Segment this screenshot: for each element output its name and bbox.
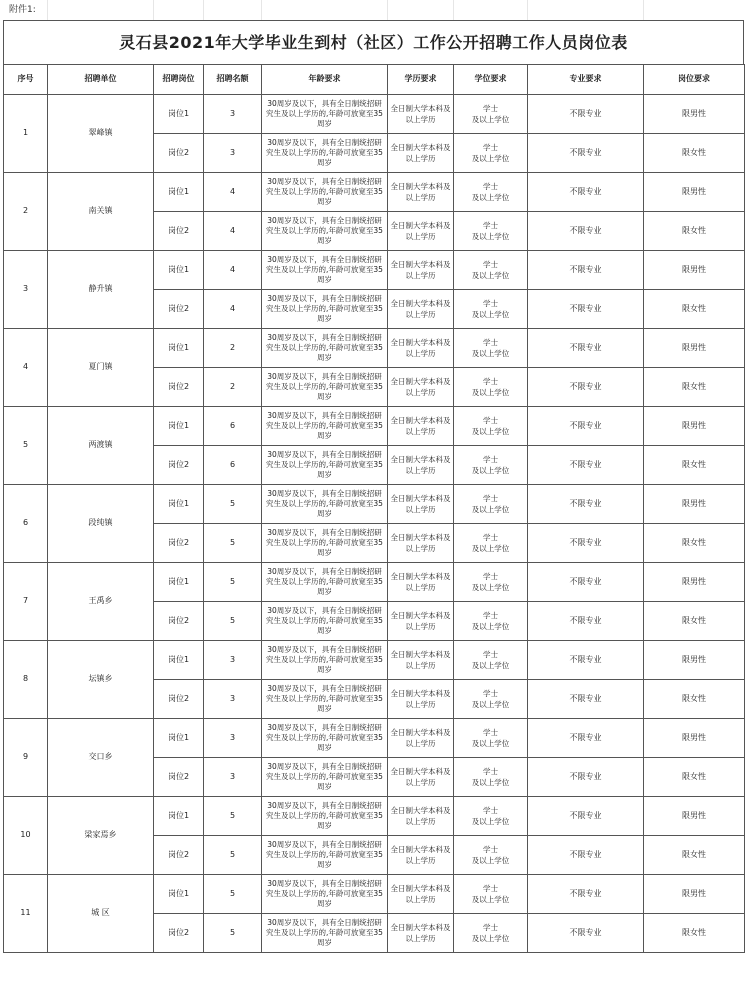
recruiting-unit: 王禹乡 xyxy=(48,563,154,641)
age-requirement: 30周岁及以下，具有全日制统招研究生及以上学历的,年龄可放宽至35周岁 xyxy=(262,407,388,446)
education-requirement: 全日制大学本科及以上学历 xyxy=(388,290,454,329)
post-name: 岗位2 xyxy=(154,914,204,953)
recruiting-unit: 夏门镇 xyxy=(48,329,154,407)
degree-line-1: 学士 xyxy=(483,689,498,698)
major-requirement: 不限专业 xyxy=(528,641,644,680)
post-count: 3 xyxy=(204,719,262,758)
major-requirement: 不限专业 xyxy=(528,368,644,407)
education-requirement: 全日制大学本科及以上学历 xyxy=(388,368,454,407)
recruiting-unit: 南关镇 xyxy=(48,173,154,251)
post-name: 岗位2 xyxy=(154,134,204,173)
education-requirement: 全日制大学本科及以上学历 xyxy=(388,797,454,836)
major-requirement: 不限专业 xyxy=(528,719,644,758)
degree-line-2: 及以上学位 xyxy=(471,622,510,631)
degree-requirement xyxy=(454,173,528,212)
position-requirement: 限男性 xyxy=(644,95,745,134)
age-requirement: 30周岁及以下，具有全日制统招研究生及以上学历的,年龄可放宽至35周岁 xyxy=(262,368,388,407)
degree-line-2: 及以上学位 xyxy=(471,661,510,670)
age-requirement: 30周岁及以下，具有全日制统招研究生及以上学历的,年龄可放宽至35周岁 xyxy=(262,563,388,602)
grid-line xyxy=(47,0,48,20)
post-count: 6 xyxy=(204,446,262,485)
positions-table xyxy=(3,64,745,953)
recruiting-unit: 城 区 xyxy=(48,875,154,953)
attachment-label: 附件1: xyxy=(9,5,36,15)
degree-requirement xyxy=(454,797,528,836)
post-name: 岗位1 xyxy=(154,641,204,680)
major-requirement: 不限专业 xyxy=(528,290,644,329)
post-name: 岗位2 xyxy=(154,680,204,719)
post-count: 5 xyxy=(204,524,262,563)
age-requirement: 30周岁及以下，具有全日制统招研究生及以上学历的,年龄可放宽至35周岁 xyxy=(262,524,388,563)
position-requirement: 限女性 xyxy=(644,212,745,251)
recruiting-unit: 梁家焉乡 xyxy=(48,797,154,875)
post-count: 2 xyxy=(204,329,262,368)
header-unit: 招聘单位 xyxy=(48,65,154,95)
major-requirement: 不限专业 xyxy=(528,758,644,797)
age-requirement: 30周岁及以下，具有全日制统招研究生及以上学历的,年龄可放宽至35周岁 xyxy=(262,95,388,134)
header-no: 序号 xyxy=(4,65,48,95)
education-requirement: 全日制大学本科及以上学历 xyxy=(388,329,454,368)
header-post: 招聘岗位 xyxy=(154,65,204,95)
degree-requirement xyxy=(454,368,528,407)
post-count: 3 xyxy=(204,134,262,173)
education-requirement: 全日制大学本科及以上学历 xyxy=(388,212,454,251)
recruiting-unit: 两渡镇 xyxy=(48,407,154,485)
major-requirement: 不限专业 xyxy=(528,95,644,134)
post-name: 岗位1 xyxy=(154,95,204,134)
post-name: 岗位1 xyxy=(154,173,204,212)
degree-line-2: 及以上学位 xyxy=(471,271,510,280)
position-requirement: 限男性 xyxy=(644,485,745,524)
table-row xyxy=(4,407,745,446)
grid-line xyxy=(261,0,262,20)
age-requirement: 30周岁及以下，具有全日制统招研究生及以上学历的,年龄可放宽至35周岁 xyxy=(262,797,388,836)
degree-line-2: 及以上学位 xyxy=(471,115,510,124)
age-requirement: 30周岁及以下，具有全日制统招研究生及以上学历的,年龄可放宽至35周岁 xyxy=(262,290,388,329)
degree-line-1: 学士 xyxy=(483,455,498,464)
major-requirement: 不限专业 xyxy=(528,836,644,875)
degree-line-1: 学士 xyxy=(483,806,498,815)
position-requirement: 限男性 xyxy=(644,641,745,680)
post-count: 5 xyxy=(204,914,262,953)
degree-line-1: 学士 xyxy=(483,182,498,191)
position-requirement: 限女性 xyxy=(644,368,745,407)
age-requirement: 30周岁及以下，具有全日制统招研究生及以上学历的,年龄可放宽至35周岁 xyxy=(262,758,388,797)
education-requirement: 全日制大学本科及以上学历 xyxy=(388,914,454,953)
major-requirement: 不限专业 xyxy=(528,485,644,524)
degree-requirement xyxy=(454,758,528,797)
header-age: 年龄要求 xyxy=(262,65,388,95)
age-requirement: 30周岁及以下，具有全日制统招研究生及以上学历的,年龄可放宽至35周岁 xyxy=(262,602,388,641)
recruiting-unit: 交口乡 xyxy=(48,719,154,797)
age-requirement: 30周岁及以下，具有全日制统招研究生及以上学历的,年龄可放宽至35周岁 xyxy=(262,875,388,914)
row-number: 11 xyxy=(4,875,48,953)
degree-line-2: 及以上学位 xyxy=(471,154,510,163)
degree-requirement xyxy=(454,836,528,875)
degree-requirement xyxy=(454,641,528,680)
degree-line-1: 学士 xyxy=(483,494,498,503)
age-requirement: 30周岁及以下，具有全日制统招研究生及以上学历的,年龄可放宽至35周岁 xyxy=(262,641,388,680)
major-requirement: 不限专业 xyxy=(528,914,644,953)
post-count: 5 xyxy=(204,797,262,836)
degree-line-2: 及以上学位 xyxy=(471,895,510,904)
age-requirement: 30周岁及以下，具有全日制统招研究生及以上学历的,年龄可放宽至35周岁 xyxy=(262,329,388,368)
post-name: 岗位1 xyxy=(154,797,204,836)
age-requirement: 30周岁及以下，具有全日制统招研究生及以上学历的,年龄可放宽至35周岁 xyxy=(262,914,388,953)
age-requirement: 30周岁及以下，具有全日制统招研究生及以上学历的,年龄可放宽至35周岁 xyxy=(262,251,388,290)
header-count: 招聘名额 xyxy=(204,65,262,95)
position-requirement: 限女性 xyxy=(644,290,745,329)
degree-requirement xyxy=(454,875,528,914)
degree-line-2: 及以上学位 xyxy=(471,232,510,241)
degree-requirement xyxy=(454,680,528,719)
degree-requirement xyxy=(454,329,528,368)
post-count: 4 xyxy=(204,290,262,329)
education-requirement: 全日制大学本科及以上学历 xyxy=(388,485,454,524)
degree-line-1: 学士 xyxy=(483,377,498,386)
post-name: 岗位2 xyxy=(154,368,204,407)
post-name: 岗位1 xyxy=(154,329,204,368)
degree-requirement xyxy=(454,251,528,290)
age-requirement: 30周岁及以下，具有全日制统招研究生及以上学历的,年龄可放宽至35周岁 xyxy=(262,485,388,524)
major-requirement: 不限专业 xyxy=(528,602,644,641)
education-requirement: 全日制大学本科及以上学历 xyxy=(388,875,454,914)
degree-line-2: 及以上学位 xyxy=(471,193,510,202)
major-requirement: 不限专业 xyxy=(528,680,644,719)
education-requirement: 全日制大学本科及以上学历 xyxy=(388,407,454,446)
education-requirement: 全日制大学本科及以上学历 xyxy=(388,251,454,290)
recruiting-unit: 翠峰镇 xyxy=(48,95,154,173)
post-count: 5 xyxy=(204,563,262,602)
degree-requirement xyxy=(454,914,528,953)
table-row xyxy=(4,329,745,368)
post-count: 4 xyxy=(204,173,262,212)
position-requirement: 限男性 xyxy=(644,797,745,836)
post-name: 岗位1 xyxy=(154,563,204,602)
position-requirement: 限女性 xyxy=(644,914,745,953)
degree-requirement xyxy=(454,524,528,563)
position-requirement: 限男性 xyxy=(644,875,745,914)
position-requirement: 限女性 xyxy=(644,446,745,485)
education-requirement: 全日制大学本科及以上学历 xyxy=(388,836,454,875)
post-count: 3 xyxy=(204,95,262,134)
post-name: 岗位1 xyxy=(154,875,204,914)
post-count: 4 xyxy=(204,212,262,251)
degree-line-2: 及以上学位 xyxy=(471,700,510,709)
position-requirement: 限男性 xyxy=(644,563,745,602)
post-count: 2 xyxy=(204,368,262,407)
age-requirement: 30周岁及以下，具有全日制统招研究生及以上学历的,年龄可放宽至35周岁 xyxy=(262,446,388,485)
position-requirement: 限女性 xyxy=(644,836,745,875)
degree-line-2: 及以上学位 xyxy=(471,778,510,787)
major-requirement: 不限专业 xyxy=(528,563,644,602)
degree-requirement xyxy=(454,95,528,134)
post-name: 岗位2 xyxy=(154,758,204,797)
row-number: 8 xyxy=(4,641,48,719)
grid-line xyxy=(153,0,154,20)
recruiting-unit: 坛镇乡 xyxy=(48,641,154,719)
degree-line-1: 学士 xyxy=(483,221,498,230)
degree-line-1: 学士 xyxy=(483,650,498,659)
post-count: 5 xyxy=(204,836,262,875)
degree-line-2: 及以上学位 xyxy=(471,427,510,436)
degree-line-2: 及以上学位 xyxy=(471,544,510,553)
recruiting-unit: 段纯镇 xyxy=(48,485,154,563)
row-number: 5 xyxy=(4,407,48,485)
header-requirement: 岗位要求 xyxy=(644,65,745,95)
row-number: 9 xyxy=(4,719,48,797)
grid-line xyxy=(643,0,644,20)
post-name: 岗位2 xyxy=(154,524,204,563)
age-requirement: 30周岁及以下，具有全日制统招研究生及以上学历的,年龄可放宽至35周岁 xyxy=(262,134,388,173)
major-requirement: 不限专业 xyxy=(528,797,644,836)
degree-requirement xyxy=(454,719,528,758)
position-requirement: 限女性 xyxy=(644,758,745,797)
degree-line-2: 及以上学位 xyxy=(471,388,510,397)
major-requirement: 不限专业 xyxy=(528,212,644,251)
degree-line-1: 学士 xyxy=(483,923,498,932)
post-name: 岗位2 xyxy=(154,836,204,875)
post-name: 岗位2 xyxy=(154,290,204,329)
degree-requirement xyxy=(454,602,528,641)
row-number: 1 xyxy=(4,95,48,173)
degree-requirement xyxy=(454,290,528,329)
age-requirement: 30周岁及以下，具有全日制统招研究生及以上学历的,年龄可放宽至35周岁 xyxy=(262,212,388,251)
position-requirement: 限女性 xyxy=(644,602,745,641)
position-requirement: 限男性 xyxy=(644,173,745,212)
table-row xyxy=(4,641,745,680)
post-count: 4 xyxy=(204,251,262,290)
degree-line-2: 及以上学位 xyxy=(471,583,510,592)
degree-requirement xyxy=(454,446,528,485)
table-row xyxy=(4,719,745,758)
education-requirement: 全日制大学本科及以上学历 xyxy=(388,446,454,485)
post-count: 3 xyxy=(204,641,262,680)
table-row xyxy=(4,251,745,290)
education-requirement: 全日制大学本科及以上学历 xyxy=(388,641,454,680)
major-requirement: 不限专业 xyxy=(528,875,644,914)
post-name: 岗位1 xyxy=(154,407,204,446)
position-requirement: 限男性 xyxy=(644,407,745,446)
degree-requirement xyxy=(454,563,528,602)
degree-line-1: 学士 xyxy=(483,143,498,152)
degree-line-1: 学士 xyxy=(483,299,498,308)
degree-line-1: 学士 xyxy=(483,728,498,737)
education-requirement: 全日制大学本科及以上学历 xyxy=(388,524,454,563)
grid-line xyxy=(527,0,528,20)
major-requirement: 不限专业 xyxy=(528,329,644,368)
education-requirement: 全日制大学本科及以上学历 xyxy=(388,173,454,212)
row-number: 6 xyxy=(4,485,48,563)
position-requirement: 限女性 xyxy=(644,524,745,563)
degree-line-2: 及以上学位 xyxy=(471,310,510,319)
degree-line-2: 及以上学位 xyxy=(471,856,510,865)
header-degree: 学位要求 xyxy=(454,65,528,95)
recruitment-sheet xyxy=(3,20,744,953)
row-number: 10 xyxy=(4,797,48,875)
major-requirement: 不限专业 xyxy=(528,251,644,290)
post-count: 5 xyxy=(204,875,262,914)
degree-line-1: 学士 xyxy=(483,533,498,542)
post-count: 5 xyxy=(204,602,262,641)
table-row xyxy=(4,173,745,212)
post-name: 岗位2 xyxy=(154,212,204,251)
major-requirement: 不限专业 xyxy=(528,134,644,173)
degree-line-1: 学士 xyxy=(483,767,498,776)
post-name: 岗位1 xyxy=(154,719,204,758)
degree-line-1: 学士 xyxy=(483,884,498,893)
degree-line-1: 学士 xyxy=(483,260,498,269)
row-number: 4 xyxy=(4,329,48,407)
age-requirement: 30周岁及以下，具有全日制统招研究生及以上学历的,年龄可放宽至35周岁 xyxy=(262,173,388,212)
post-name: 岗位2 xyxy=(154,602,204,641)
page-title: 灵石县2021年大学毕业生到村（社区）工作公开招聘工作人员岗位表 xyxy=(3,20,744,64)
header-education: 学历要求 xyxy=(388,65,454,95)
post-name: 岗位1 xyxy=(154,251,204,290)
major-requirement: 不限专业 xyxy=(528,446,644,485)
degree-line-1: 学士 xyxy=(483,104,498,113)
position-requirement: 限女性 xyxy=(644,680,745,719)
degree-line-2: 及以上学位 xyxy=(471,934,510,943)
header-major: 专业要求 xyxy=(528,65,644,95)
degree-line-2: 及以上学位 xyxy=(471,466,510,475)
degree-requirement xyxy=(454,407,528,446)
table-header-row xyxy=(4,65,745,95)
degree-line-2: 及以上学位 xyxy=(471,349,510,358)
table-row xyxy=(4,485,745,524)
position-requirement: 限男性 xyxy=(644,719,745,758)
degree-line-1: 学士 xyxy=(483,416,498,425)
major-requirement: 不限专业 xyxy=(528,173,644,212)
degree-line-1: 学士 xyxy=(483,572,498,581)
major-requirement: 不限专业 xyxy=(528,524,644,563)
table-body xyxy=(4,95,745,953)
table-row xyxy=(4,563,745,602)
post-count: 3 xyxy=(204,758,262,797)
degree-line-2: 及以上学位 xyxy=(471,739,510,748)
row-number: 3 xyxy=(4,251,48,329)
education-requirement: 全日制大学本科及以上学历 xyxy=(388,719,454,758)
recruiting-unit: 静升镇 xyxy=(48,251,154,329)
position-requirement: 限男性 xyxy=(644,329,745,368)
degree-line-1: 学士 xyxy=(483,338,498,347)
post-count: 5 xyxy=(204,485,262,524)
position-requirement: 限男性 xyxy=(644,251,745,290)
degree-line-1: 学士 xyxy=(483,845,498,854)
major-requirement: 不限专业 xyxy=(528,407,644,446)
position-requirement: 限女性 xyxy=(644,134,745,173)
post-count: 6 xyxy=(204,407,262,446)
education-requirement: 全日制大学本科及以上学历 xyxy=(388,602,454,641)
table-row xyxy=(4,95,745,134)
education-requirement: 全日制大学本科及以上学历 xyxy=(388,758,454,797)
sheet-top-row xyxy=(3,0,744,21)
table-row xyxy=(4,875,745,914)
table-row xyxy=(4,797,745,836)
education-requirement: 全日制大学本科及以上学历 xyxy=(388,95,454,134)
grid-line xyxy=(203,0,204,20)
age-requirement: 30周岁及以下，具有全日制统招研究生及以上学历的,年龄可放宽至35周岁 xyxy=(262,719,388,758)
row-number: 2 xyxy=(4,173,48,251)
age-requirement: 30周岁及以下，具有全日制统招研究生及以上学历的,年龄可放宽至35周岁 xyxy=(262,680,388,719)
post-name: 岗位1 xyxy=(154,485,204,524)
grid-line xyxy=(387,0,388,20)
grid-line xyxy=(453,0,454,20)
degree-requirement xyxy=(454,134,528,173)
education-requirement: 全日制大学本科及以上学历 xyxy=(388,563,454,602)
post-count: 3 xyxy=(204,680,262,719)
post-name: 岗位2 xyxy=(154,446,204,485)
degree-line-2: 及以上学位 xyxy=(471,505,510,514)
degree-requirement xyxy=(454,485,528,524)
age-requirement: 30周岁及以下，具有全日制统招研究生及以上学历的,年龄可放宽至35周岁 xyxy=(262,836,388,875)
degree-line-1: 学士 xyxy=(483,611,498,620)
education-requirement: 全日制大学本科及以上学历 xyxy=(388,134,454,173)
degree-requirement xyxy=(454,212,528,251)
degree-line-2: 及以上学位 xyxy=(471,817,510,826)
row-number: 7 xyxy=(4,563,48,641)
education-requirement: 全日制大学本科及以上学历 xyxy=(388,680,454,719)
